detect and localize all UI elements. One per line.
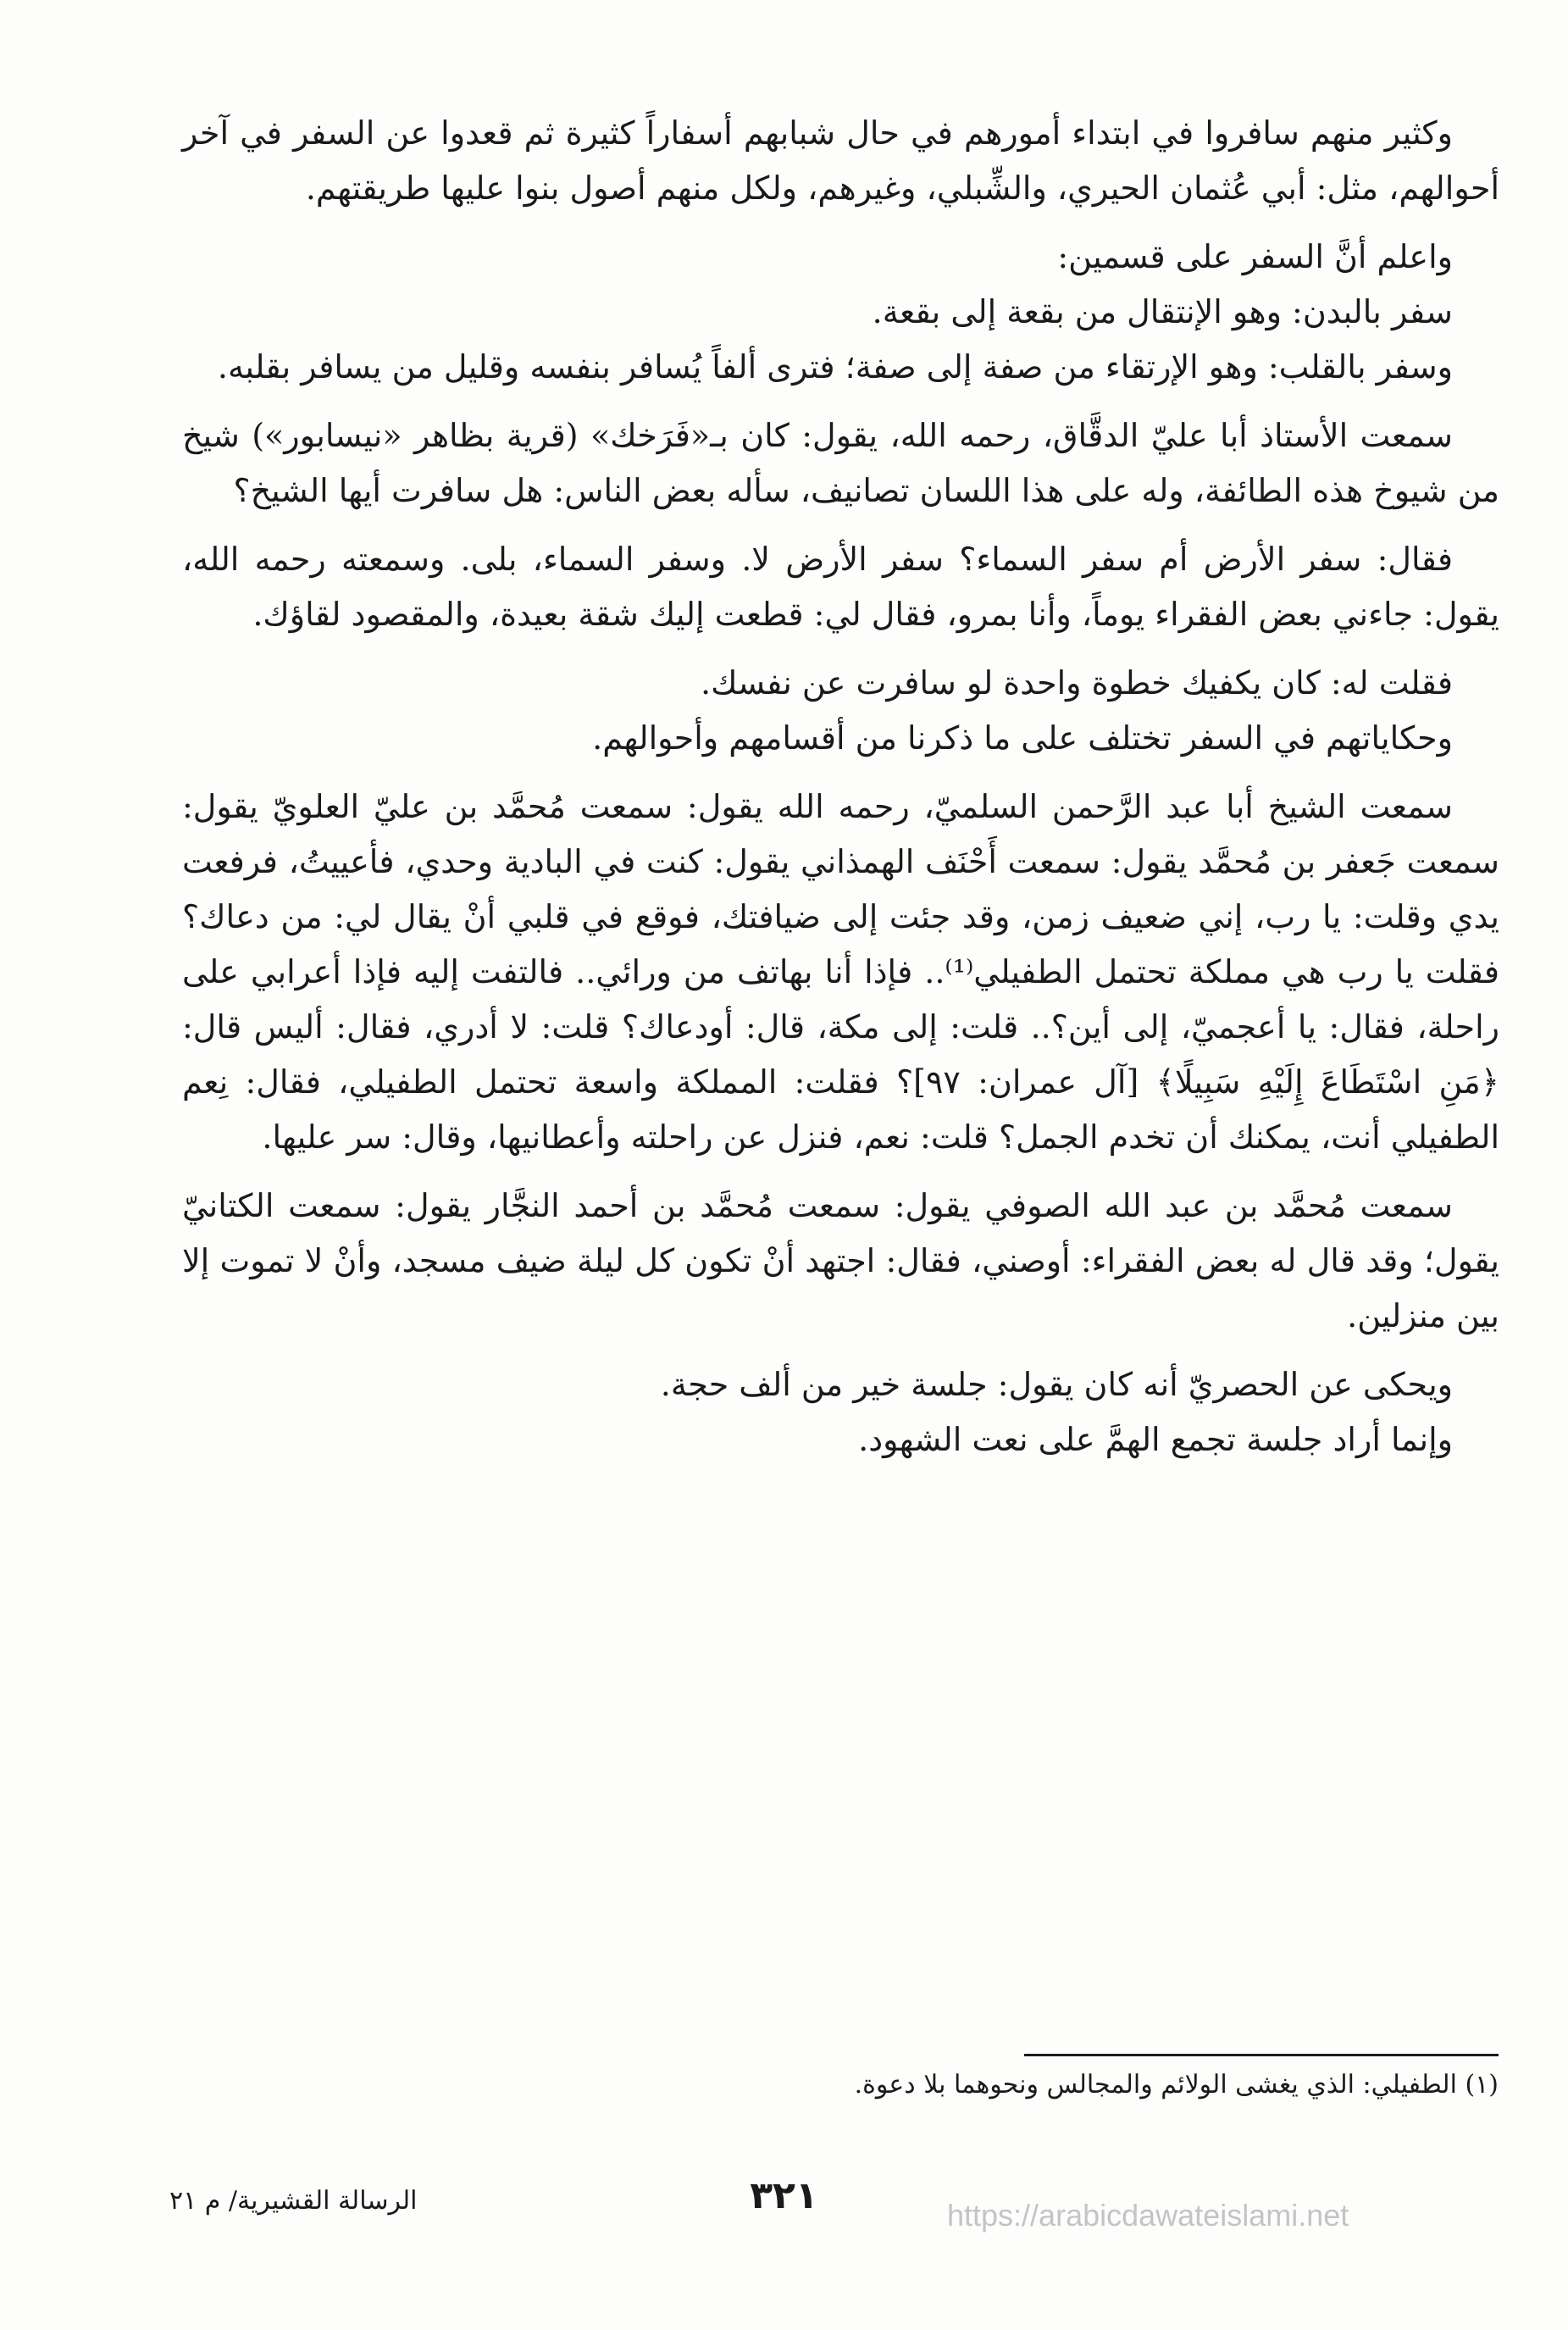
paragraph-husri: ويحكى عن الحصريّ أنه كان يقول: جلسة خير من ألف حجة. xyxy=(660,1366,1453,1403)
paragraph-one-step: فقلت له: كان يكفيك خطوة واحدة لو سافرت عن نفسك. xyxy=(701,664,1453,702)
paragraph-sitting: وإنما أراد جلسة تجمع الهمَّ على نعت الشهود. xyxy=(858,1421,1453,1458)
main-text xyxy=(182,106,1499,1467)
paragraph-two-kinds: واعلم أنَّ السفر على قسمين: xyxy=(1057,238,1453,275)
paragraph-ahnaf: سمعت الشيخ أبا عبد الرَّحمن السلميّ، رحمه الله يقول: سمعت مُحمَّد بن عليّ العلويّ يقول: سمعت جَعفر بن مُحمَّد يقول: سمعت أَحْنَف الهمذاني يقول: كنت في البادية وحدي، فأعييتُ، فرفعت يدي وقلت: يا رب، إني ضعيف زمن، وقد جئت إلى ضيافتك، فوقع في قلبي أنْ يقال لي: من دعاك؟ فقلت يا رب هي مملكة تحتمل الطفيلي⁽¹⁾.. فإذا أنا بهاتف من ورائي.. فالتفت إليه فإذا أعرابي على راحلة، فقال: يا أعجميّ، إلى أين؟.. قلت: إلى مكة، قال: أودعاك؟ قلت: لا أدري، فقال: أليس قال: ﴿مَنِ اسْتَطَاعَ إِلَيْهِ سَبِيلًا﴾ [آل عمران: ٩٧]؟ فقلت: المملكة واسعة تحتمل الطفيلي، فقال: نِعم الطفيلي أنت، يمكنك أن تخدم الجمل؟ قلت: نعم، فنزل عن راحلته وأعطانيها، وقال: سر عليها. xyxy=(182,788,1499,1156)
paragraph-travel-intro: وكثير منهم سافروا في ابتداء أمورهم في حال شبابهم أسفاراً كثيرة ثم قعدوا عن السفر في آخر أحوالهم، مثل: أبي عُثمان الحيري، والشِّبلي، وغيرهم، ولكل منهم أصول بنوا عليها طريقتهم. xyxy=(182,114,1499,207)
footnote-divider xyxy=(1024,2054,1499,2056)
paragraph-earth-sky: فقال: سفر الأرض أم سفر السماء؟ سفر الأرض لا. وسفر السماء، بلى. وسمعته رحمه الله، يقول: جاءني بعض الفقراء يوماً، وأنا بمرو، فقال لي: قطعت إليك شقة بعيدة، والمقصود لقاؤك. xyxy=(182,541,1499,633)
paragraph-stories: وحكاياتهم في السفر تختلف على ما ذكرنا من أقسامهم وأحوالهم. xyxy=(592,719,1453,757)
paragraph-kattani: سمعت مُحمَّد بن عبد الله الصوفي يقول: سمعت مُحمَّد بن أحمد النجَّار يقول: سمعت الكتانيّ يقول؛ وقد قال له بعض الفقراء: أوصني، فقال: اجتهد أنْ تكون كل ليلة ضيف مسجد، وأنْ لا تموت إلا بين منزلين. xyxy=(182,1187,1499,1334)
footnote: (١) الطفيلي: الذي يغشى الولائم والمجالس ونحوهما بلا دعوة. xyxy=(854,2070,1499,2100)
book-reference: الرسالة القشيرية/ م ٢١ xyxy=(169,2186,418,2216)
paragraph-body-travel: سفر بالبدن: وهو الإنتقال من بقعة إلى بقعة. xyxy=(872,293,1453,330)
watermark-url: https://arabicdawateislami.net xyxy=(947,2198,1349,2233)
page-number: ٣٢١ xyxy=(750,2174,818,2217)
paragraph-daqqaq: سمعت الأستاذ أبا عليّ الدقَّاق، رحمه الله، يقول: كان بـ«فَرَخك» (قرية بظاهر «نيسابور») شيخ من شيوخ هذه الطائفة، وله على هذا اللسان تصانيف، سأله بعض الناس: هل سافرت أيها الشيخ؟ xyxy=(182,417,1499,509)
paragraph-heart-travel: وسفر بالقلب: وهو الإرتقاء من صفة إلى صفة؛ فترى ألفاً يُسافر بنفسه وقليل من يسافر بقلبه. xyxy=(217,348,1453,386)
